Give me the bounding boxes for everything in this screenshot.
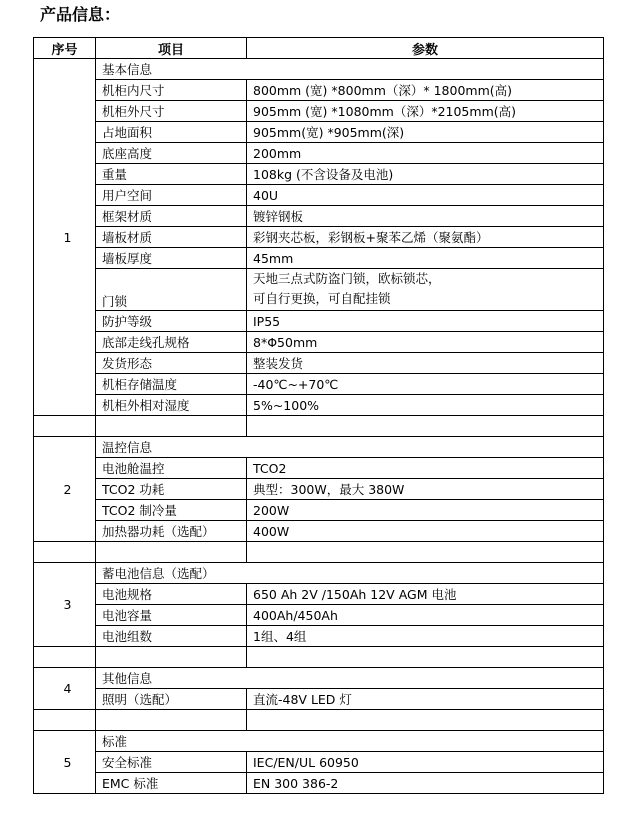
- table-row: [34, 395, 604, 416]
- value-cell: 200W: [247, 500, 604, 521]
- section-number: 5: [34, 731, 96, 794]
- section-row: [34, 437, 604, 458]
- value-cell: 200mm: [247, 143, 604, 164]
- item-cell: 墙板厚度: [96, 248, 247, 269]
- table-row: [34, 143, 604, 164]
- table-row: [34, 332, 604, 353]
- section-title: 基本信息: [96, 59, 604, 80]
- table-row: [34, 353, 604, 374]
- value-cell: 8*Φ50mm: [247, 332, 604, 353]
- section-title: 标准: [96, 731, 604, 752]
- value-cell: TCO2: [247, 458, 604, 479]
- value-cell: IP55: [247, 311, 604, 332]
- table-row: [34, 605, 604, 626]
- table-row: [34, 269, 604, 311]
- value-cell: 45mm: [247, 248, 604, 269]
- value-cell: 905mm (宽) *1080mm（深）*2105mm(高): [247, 101, 604, 122]
- spec-table: [33, 37, 604, 794]
- table-row: [34, 164, 604, 185]
- section-row: [34, 563, 604, 584]
- table-row: [34, 206, 604, 227]
- section-row: [34, 731, 604, 752]
- value-cell: 905mm(宽) *905mm(深): [247, 122, 604, 143]
- page-title: 产品信息：: [40, 5, 121, 24]
- value-line: 天地三点式防盗门锁，欧标锁芯，: [253, 271, 441, 286]
- value-cell: 1组、4组: [247, 626, 604, 647]
- item-cell: 防护等级: [96, 311, 247, 332]
- item-cell: 重量: [96, 164, 247, 185]
- item-cell: 墙板材质: [96, 227, 247, 248]
- item-cell: 机柜存储温度: [96, 374, 247, 395]
- section-title: 蓄电池信息（选配）: [96, 563, 604, 584]
- value-cell: IEC/EN/UL 60950: [247, 752, 604, 773]
- item-cell: 机柜外尺寸: [96, 101, 247, 122]
- item-cell: EMC 标准: [96, 773, 247, 794]
- item-cell: 机柜外相对湿度: [96, 395, 247, 416]
- section-row: [34, 668, 604, 689]
- value-cell: 800mm (宽) *800mm（深）* 1800mm(高): [247, 80, 604, 101]
- value-cell: [247, 269, 604, 311]
- table-row: [34, 248, 604, 269]
- value-cell: 108kg (不含设备及电池): [247, 164, 604, 185]
- table-row: [34, 80, 604, 101]
- value-cell: EN 300 386-2: [247, 773, 604, 794]
- section-title: 温控信息: [96, 437, 604, 458]
- spacer-row: [34, 647, 604, 668]
- spacer-row: [34, 542, 604, 563]
- section-number: 3: [34, 563, 96, 647]
- table-row: [34, 227, 604, 248]
- value-cell: -40℃~+70℃: [247, 374, 604, 395]
- table-row: [34, 479, 604, 500]
- item-cell: 电池规格: [96, 584, 247, 605]
- item-cell: 电池舱温控: [96, 458, 247, 479]
- item-cell: TCO2 制冷量: [96, 500, 247, 521]
- section-number: 1: [34, 59, 96, 416]
- table-row: [34, 101, 604, 122]
- item-cell: 底部走线孔规格: [96, 332, 247, 353]
- header-item: 项目: [96, 38, 247, 59]
- spacer-row: [34, 416, 604, 437]
- item-cell: 发货形态: [96, 353, 247, 374]
- value-cell: 400W: [247, 521, 604, 542]
- item-cell: 安全标准: [96, 752, 247, 773]
- section-number: 2: [34, 437, 96, 542]
- value-line: 可自行更换，可自配挂锁: [253, 291, 391, 306]
- value-cell: 40U: [247, 185, 604, 206]
- value-cell: 400Ah/450Ah: [247, 605, 604, 626]
- item-cell: 机柜内尺寸: [96, 80, 247, 101]
- item-cell: TCO2 功耗: [96, 479, 247, 500]
- table-row: [34, 773, 604, 794]
- item-cell: 占地面积: [96, 122, 247, 143]
- table-row: [34, 185, 604, 206]
- value-cell: 直流-48V LED 灯: [247, 689, 604, 710]
- table-row: [34, 689, 604, 710]
- section-row: [34, 59, 604, 80]
- table-row: [34, 374, 604, 395]
- item-cell: 门锁: [96, 269, 247, 311]
- item-cell: 电池容量: [96, 605, 247, 626]
- value-cell: 整装发货: [247, 353, 604, 374]
- value-cell: 5%~100%: [247, 395, 604, 416]
- header-no: 序号: [34, 38, 96, 59]
- table-row: [34, 122, 604, 143]
- item-cell: 框架材质: [96, 206, 247, 227]
- table-row: [34, 311, 604, 332]
- value-cell: 彩钢夹芯板，彩钢板+聚苯乙烯（聚氨酯）: [247, 227, 604, 248]
- item-cell: 加热器功耗（选配）: [96, 521, 247, 542]
- table-row: [34, 500, 604, 521]
- table-row: [34, 584, 604, 605]
- item-cell: 照明（选配）: [96, 689, 247, 710]
- section-title: 其他信息: [96, 668, 604, 689]
- table-row: [34, 458, 604, 479]
- item-cell: 底座高度: [96, 143, 247, 164]
- table-row: [34, 626, 604, 647]
- spacer-row: [34, 710, 604, 731]
- item-cell: 电池组数: [96, 626, 247, 647]
- table-row: [34, 521, 604, 542]
- header-param: 参数: [247, 38, 604, 59]
- value-cell: 镀锌钢板: [247, 206, 604, 227]
- section-number: 4: [34, 668, 96, 710]
- table-row: [34, 752, 604, 773]
- value-cell: 典型：300W，最大 380W: [247, 479, 604, 500]
- value-cell: 650 Ah 2V /150Ah 12V AGM 电池: [247, 584, 604, 605]
- header-row: [34, 38, 604, 59]
- item-cell: 用户空间: [96, 185, 247, 206]
